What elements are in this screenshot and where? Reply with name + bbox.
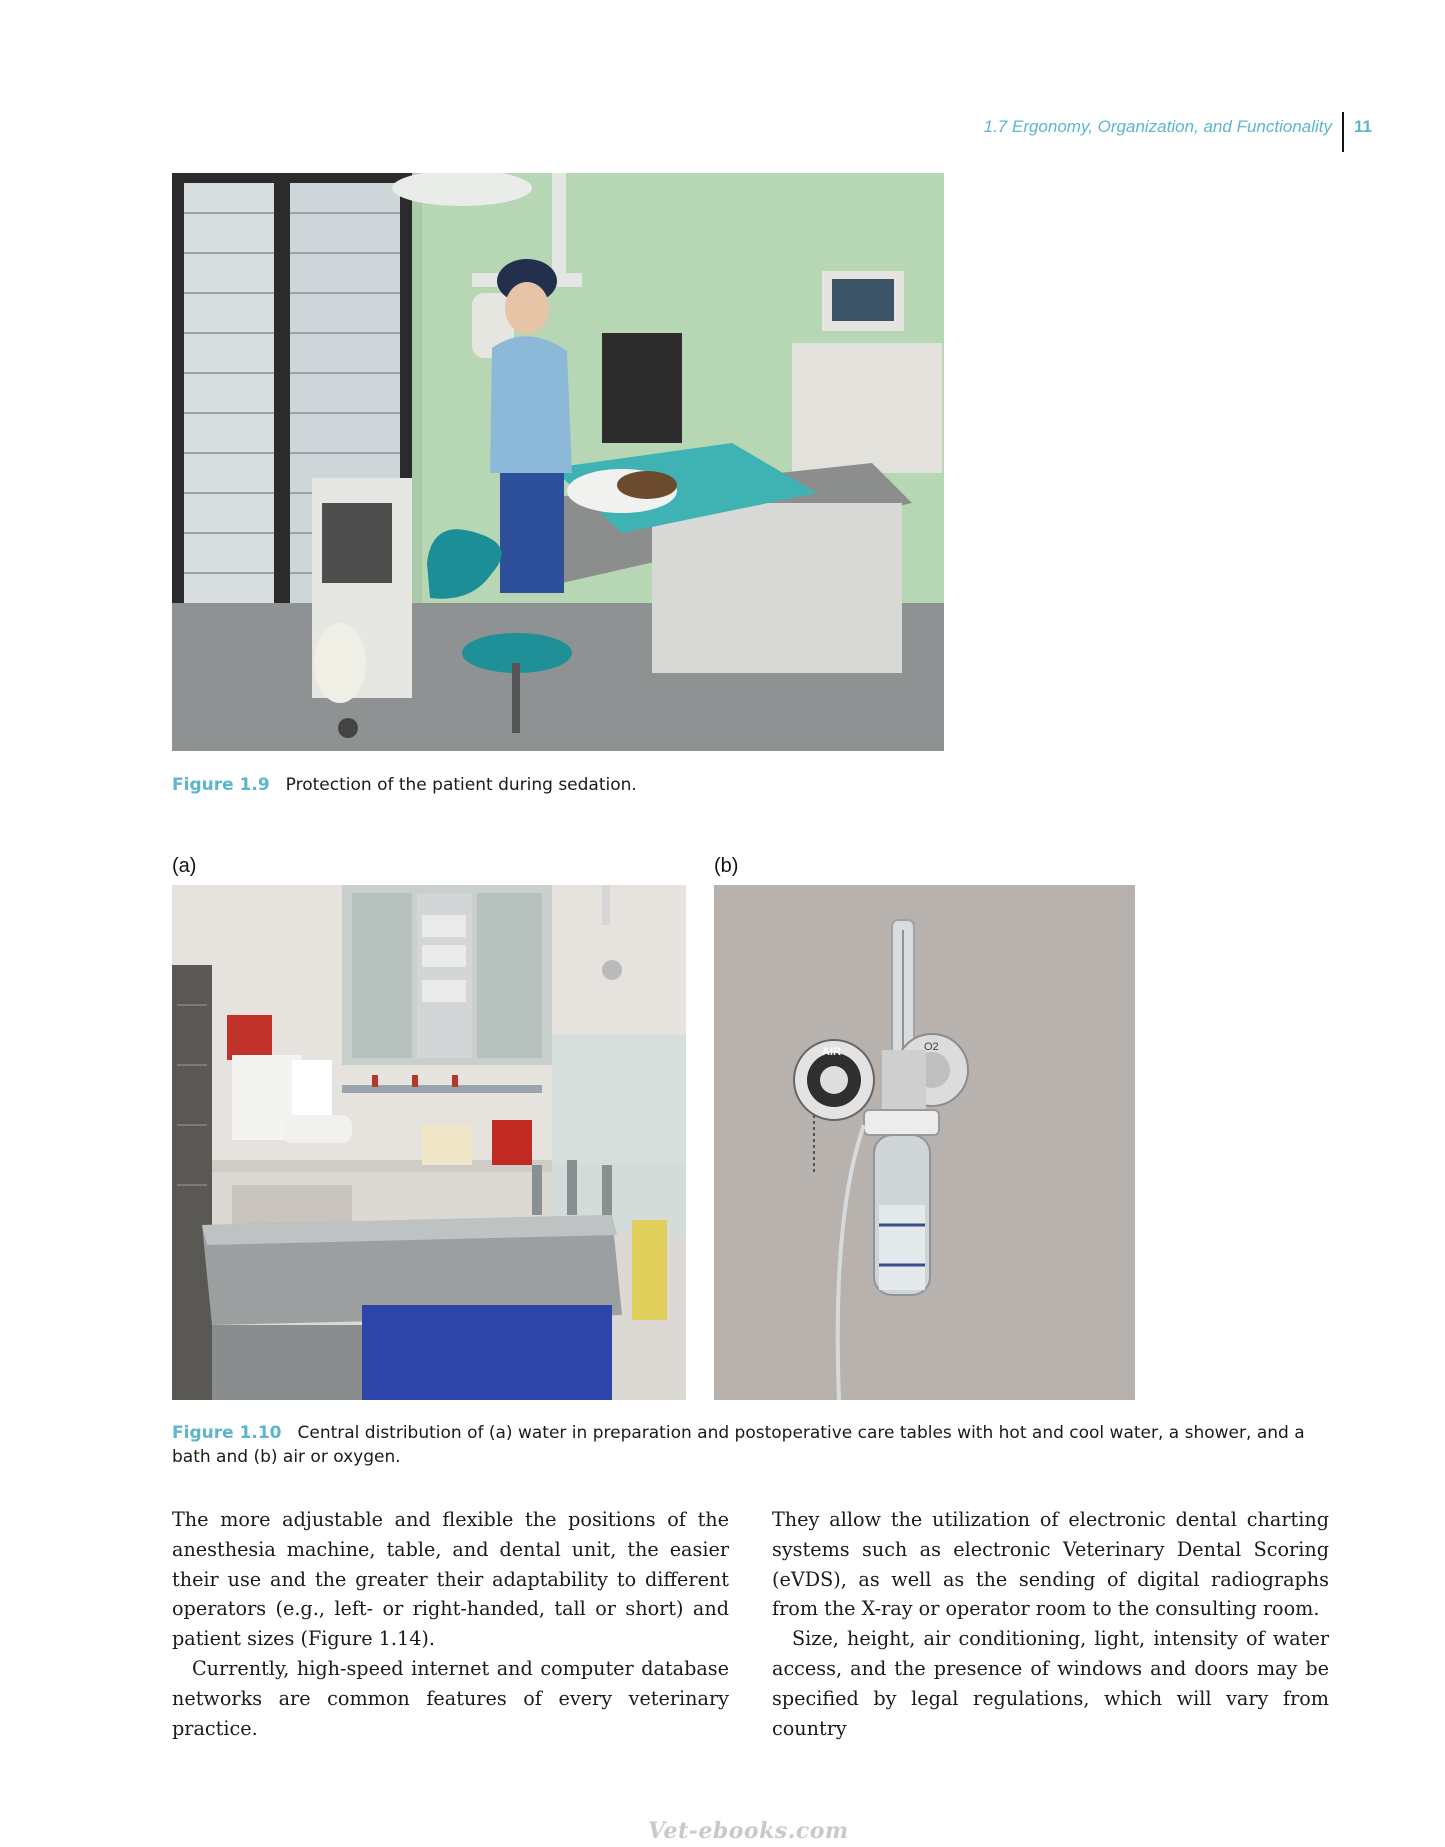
paragraph: The more adjustable and flexible the positions of the anesthesia machine, table, and dental unit, the easier their use and the greater their adaptability to different operators (e.g., left- or right-handed, tall or short) and patient sizes (Figure 1.14). bbox=[172, 1508, 729, 1651]
running-head bbox=[984, 112, 1372, 152]
air-gauge-label: AIR bbox=[822, 1046, 841, 1058]
panel-label-b: (b) bbox=[714, 855, 739, 877]
caption-text: Central distribution of (a) water in preparation and postoperative care tables with hot and cool water, a shower, and a bath and (b) air or oxygen. bbox=[172, 1423, 1305, 1467]
figure-number: Figure 1.9 bbox=[172, 775, 270, 795]
paragraph: They allow the utilization of electronic dental charting systems such as electronic Veterinary Dental Scoring (eVDS), as well as the sending of digital radiographs from the X-ray or operator room to the consulting room. bbox=[772, 1508, 1329, 1621]
section-title: 1.7 Ergonomy, Organization, and Functionality bbox=[983, 117, 1333, 136]
body-column-left bbox=[172, 1505, 729, 1743]
figure-1-10-caption bbox=[172, 1421, 1332, 1469]
figure-number: Figure 1.10 bbox=[172, 1423, 282, 1443]
page-number: 11 bbox=[1354, 117, 1372, 136]
oxygen-gauge-label: O2 bbox=[924, 1041, 939, 1053]
figure-1-10a-photo bbox=[172, 885, 686, 1400]
panel-label-a: (a) bbox=[172, 855, 197, 877]
figure-1-9-photo bbox=[172, 173, 944, 751]
figure-1-10b-photo bbox=[714, 885, 1135, 1400]
body-column-right bbox=[772, 1505, 1329, 1743]
caption-text: Protection of the patient during sedation. bbox=[285, 775, 637, 795]
paragraph: Size, height, air conditioning, light, intensity of water access, and the presence of windows and doors may be specified by legal regulations, which will vary from country bbox=[772, 1627, 1329, 1740]
watermark: Vet-ebooks.com bbox=[648, 1818, 849, 1844]
figure-1-9-caption bbox=[172, 773, 1072, 797]
header-divider bbox=[1342, 112, 1344, 152]
paragraph: Currently, high-speed internet and computer database networks are common features of every veterinary practice. bbox=[172, 1656, 729, 1740]
